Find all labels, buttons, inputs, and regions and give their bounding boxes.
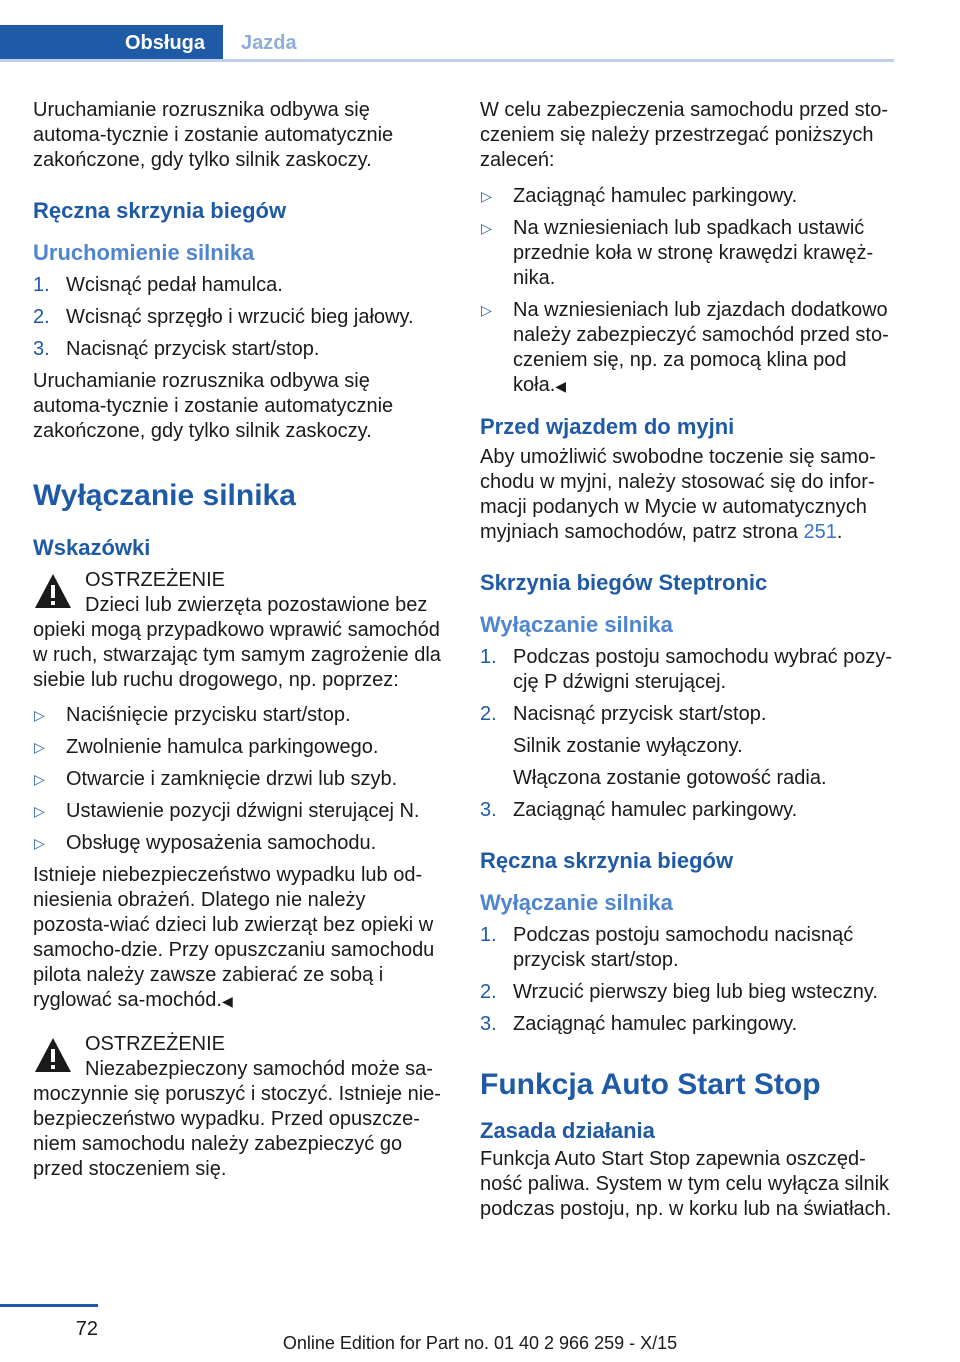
- list-item: [480, 1012, 894, 1037]
- list-item: [33, 305, 447, 330]
- bullet-triangle-icon: ▷: [34, 835, 45, 851]
- list-item: [33, 273, 447, 298]
- warning-list: [33, 703, 447, 856]
- list-item: [480, 923, 894, 973]
- step-number: 3.: [480, 799, 497, 821]
- list-item: [33, 831, 447, 856]
- paragraph: Funkcja Auto Start Stop zapewnia oszczęd‐ność paliwa. System w tym celu wyłącza silnik podczas postoju, np. w korku lub na światłach.: [480, 1148, 892, 1220]
- bullet-triangle-icon: ▷: [34, 803, 45, 819]
- list-text: Na wzniesieniach lub spadkach ustawić przednie koła w stronę krawędzi krawęż‐nika.: [513, 217, 874, 289]
- step-number: 2.: [480, 981, 497, 1003]
- heading-manual-gearbox: Ręczna skrzynia biegów: [480, 848, 734, 873]
- list-item: [33, 703, 447, 728]
- paragraph: Uruchamianie rozrusznika odbywa się automa‐tycznie i zostanie automatycznie zakończone, gdy tylko silnik zaskoczy.: [33, 370, 394, 442]
- bullet-triangle-icon: ▷: [481, 302, 492, 318]
- list-text: Ustawienie pozycji dźwigni sterującej N.: [66, 800, 420, 822]
- heading-principle: Zasada działania: [480, 1118, 655, 1143]
- step-text: Nacisnąć przycisk start/stop.: [66, 338, 320, 360]
- bullet-triangle-icon: ▷: [481, 188, 492, 204]
- left-column: [33, 98, 447, 1192]
- chapter-tabs: [0, 25, 894, 62]
- paragraph: Aby umożliwić swobodne toczenie się samo‐chodu w myjni, należy stosować się do infor‐macji podanych w Mycie w automatycznych myjniach samochodów, patrz strona 251.: [480, 446, 876, 543]
- list-item: [480, 298, 894, 399]
- list-text: Otwarcie i zamknięcie drzwi lub szyb.: [66, 768, 398, 790]
- heading-car-wash: Przed wjazdem do myjni: [480, 414, 735, 439]
- end-mark-icon: ◀: [555, 378, 567, 394]
- list-text: Naciśnięcie przycisku start/stop.: [66, 704, 351, 726]
- warning-text: Dzieci lub zwierzęta pozostawione bez opieki mogą przypadkowo wprawić samochód w ruch, stwarzając tym samym zagrożenie dla siebie lub ruchu drogowego, np. poprzez:: [33, 594, 441, 691]
- step-text: Nacisnąć przycisk start/stop.: [513, 703, 767, 725]
- warning-consequence: Istnieje niebezpieczeństwo wypadku lub od‐niesienia obrażeń. Dlatego nie należy pozosta‐wiać dzieci lub zwierząt bez opieki w samocho‐dzie. Przy opuszczaniu samochodu pilota należy zawsze zabierać ze sobą i ryglować sa‐mochód.: [33, 864, 435, 1011]
- car-wash-text: Aby umożliwić swobodne toczenie się samo‐chodu w myjni, należy stosować się do infor‐macji podanych w Mycie w automatycznych myjniach samochodów, patrz strona: [480, 446, 876, 543]
- step-text: Zaciągnąć hamulec parkingowy.: [513, 1013, 798, 1035]
- paragraph: Uruchamianie rozrusznika odbywa się automa‐tycznie i zostanie automatycznie zakończone, gdy tylko silnik zaskoczy.: [33, 99, 394, 171]
- list-item: [480, 216, 894, 291]
- list-text: Zaciągnąć hamulec parkingowy.: [513, 185, 798, 207]
- warning-triangle-icon: [33, 1036, 73, 1074]
- manual-off-steps: [480, 923, 894, 1037]
- tab-obsluga[interactable]: Obsługa: [0, 25, 223, 62]
- step-number: 1.: [480, 924, 497, 946]
- step-number: 2.: [480, 703, 497, 725]
- step-number: 1.: [480, 646, 497, 668]
- paragraph: [33, 863, 447, 1014]
- step-number: 3.: [33, 338, 50, 360]
- step-number: 1.: [33, 274, 50, 296]
- steptronic-off-steps: [480, 645, 894, 727]
- warning-text: Niezabezpieczony samochód może sa‐moczynnie się poruszyć i stoczyć. Istnieje nie‐bezpieczeństwo wypadku. Przed opuszcze‐niem samochodu należy zabezpieczyć go przed stoczeniem się.: [33, 1058, 441, 1180]
- heading-engine-off: Wyłączanie silnika: [33, 479, 296, 512]
- step-text: Podczas postoju samochodu wybrać pozy‐cję P dźwigni sterującej.: [513, 646, 893, 693]
- steptronic-off-steps-cont: [480, 798, 894, 823]
- list-item: [480, 184, 894, 209]
- list-item: [480, 980, 894, 1005]
- heading-manual-gearbox: Ręczna skrzynia biegów: [33, 198, 287, 223]
- warning-title: OSTRZEŻENIE: [85, 1033, 226, 1055]
- warning-title: OSTRZEŻENIE: [85, 569, 226, 591]
- step-text: Wrzucić pierwszy bieg lub bieg wsteczny.: [513, 981, 878, 1003]
- step-number: 3.: [480, 1013, 497, 1035]
- page-number: 72: [75, 1318, 98, 1340]
- list-item: [33, 337, 447, 362]
- list-item: [33, 767, 447, 792]
- paragraph: W celu zabezpieczenia samochodu przed sto‐czeniem się należy przestrzegać poniższych zaleceń:: [480, 99, 888, 171]
- heading-engine-start: Uruchomienie silnika: [33, 240, 255, 265]
- list-item: [33, 735, 447, 760]
- heading-hints: Wskazówki: [33, 535, 151, 560]
- warning-block: [33, 568, 447, 693]
- end-mark-icon: ◀: [221, 993, 233, 1009]
- step-text: Wcisnąć sprzęgło i wrzucić bieg jałowy.: [66, 306, 414, 328]
- rolling-precautions-list: [480, 184, 894, 399]
- page-reference-link[interactable]: 251: [803, 521, 837, 543]
- heading-engine-off: Wyłączanie silnika: [480, 612, 673, 637]
- bullet-triangle-icon: ▷: [34, 739, 45, 755]
- tab-underline: [0, 59, 894, 62]
- edition-note: Online Edition for Part no. 01 40 2 966 259 - X/15: [282, 1333, 678, 1353]
- bullet-triangle-icon: ▷: [481, 220, 492, 236]
- bullet-triangle-icon: ▷: [34, 707, 45, 723]
- right-column: [480, 98, 894, 1233]
- step-number: 2.: [33, 306, 50, 328]
- start-steps: [33, 273, 447, 362]
- heading-steptronic: Skrzynia biegów Steptronic: [480, 570, 768, 595]
- step-text: Podczas postoju samochodu nacisnąć przycisk start/stop.: [513, 924, 854, 971]
- warning-block: [33, 1032, 447, 1182]
- list-text: Obsługę wyposażenia samochodu.: [66, 832, 377, 854]
- list-item: [480, 798, 894, 823]
- list-item: [480, 702, 894, 727]
- bullet-triangle-icon: ▷: [34, 771, 45, 787]
- warning-triangle-icon: [33, 572, 73, 610]
- list-text: Na wzniesieniach lub zjazdach dodatkowo należy zabezpieczyć samochód przed sto‐czeniem się, np. za pomocą klina pod koła.: [513, 299, 889, 396]
- list-text: Zwolnienie hamulca parkingowego.: [66, 736, 379, 758]
- footer-rule: [0, 1304, 98, 1307]
- step-result: Silnik zostanie wyłączony.: [513, 735, 743, 757]
- list-item: [480, 645, 894, 695]
- list-item: [33, 799, 447, 824]
- step-text: Wcisnąć pedał hamulca.: [66, 274, 283, 296]
- step-text: Zaciągnąć hamulec parkingowy.: [513, 799, 798, 821]
- step-result: Włączona zostanie gotowość radia.: [513, 767, 827, 789]
- heading-engine-off: Wyłączanie silnika: [480, 890, 673, 915]
- heading-auto-start-stop: Funkcja Auto Start Stop: [480, 1068, 821, 1101]
- tab-jazda[interactable]: Jazda: [241, 32, 297, 54]
